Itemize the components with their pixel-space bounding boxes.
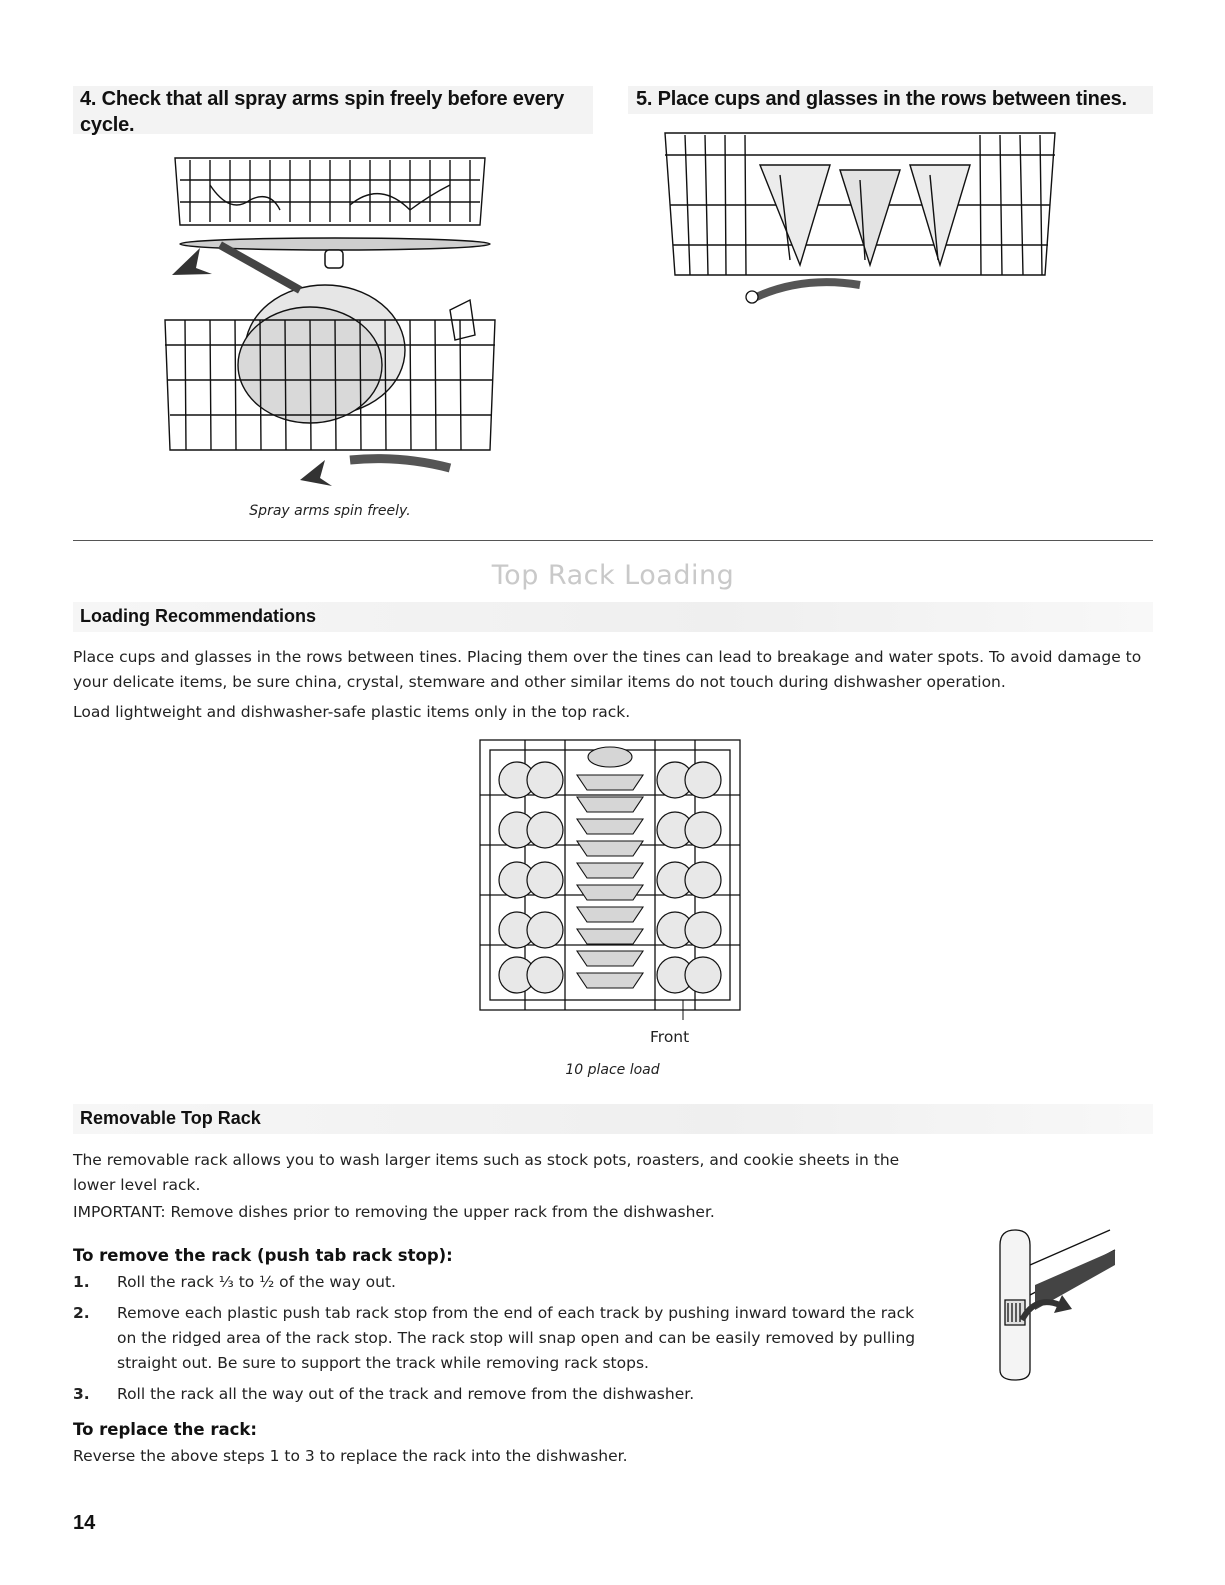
remove-step-3-text: Roll the rack all the way out of the track and remove from the dishwasher. xyxy=(117,1385,695,1403)
cups-rack-illustration xyxy=(660,125,1060,315)
rack-stop-illustration xyxy=(990,1225,1120,1385)
remove-step-1-text: Roll the rack ⅓ to ½ of the way out. xyxy=(117,1273,396,1291)
section-title: Top Rack Loading xyxy=(491,560,735,591)
figure-front-label: Front xyxy=(650,1028,690,1046)
remove-rack-heading: To remove the rack (push tab rack stop): xyxy=(73,1246,453,1265)
remove-step-2 xyxy=(73,1301,933,1376)
removable-rack-paragraph-1: The removable rack allows you to wash larger items such as stock pots, roasters, and cookie sheets in the lower level rack. xyxy=(73,1151,900,1194)
loading-recommendations-paragraph-1: Place cups and glasses in the rows between tines. Placing them over the tines can lead to breakage and water spots. To avoid damage to your delicate items, be sure china, crystal, stemware and other similar items do not touch during dishwasher operation. xyxy=(73,648,1142,691)
step4-number: 4. xyxy=(80,88,97,110)
removable-top-rack-heading: Removable Top Rack xyxy=(80,1108,261,1128)
page-number: 14 xyxy=(73,1512,96,1534)
removable-rack-paragraph-2: IMPORTANT: Remove dishes prior to removing the upper rack from the dishwasher. xyxy=(73,1203,715,1221)
remove-rack-steps xyxy=(73,1270,933,1407)
remove-step-3 xyxy=(73,1382,933,1407)
replace-rack-text: Reverse the above steps 1 to 3 to replace the rack into the dishwasher. xyxy=(73,1447,628,1465)
step4-caption: Spray arms spin freely. xyxy=(249,503,411,519)
remove-step-1 xyxy=(73,1270,933,1295)
top-rack-load-illustration xyxy=(475,735,745,1020)
loading-recommendations-heading: Loading Recommendations xyxy=(80,606,317,626)
remove-step-2-number: 2. xyxy=(73,1304,90,1322)
section-divider xyxy=(73,540,1153,541)
remove-step-2-text: Remove each plastic push tab rack stop from the end of each track by pushing inward toward the rack on the ridged area of the rack stop. The rack stop will snap open and can be easily removed by pulling straight out. Be sure to support the track while removing rack stops. xyxy=(117,1304,916,1372)
step4-title xyxy=(80,86,580,138)
step5-number: 5. xyxy=(636,88,653,110)
remove-step-1-number: 1. xyxy=(73,1273,90,1291)
step5-title xyxy=(636,86,1156,112)
spray-arms-illustration xyxy=(150,150,510,490)
step5-title-text: Place cups and glasses in the rows between tines. xyxy=(657,88,1127,110)
remove-step-3-number: 3. xyxy=(73,1385,90,1403)
figure-caption: 10 place load xyxy=(565,1062,660,1078)
loading-recommendations-paragraph-2: Load lightweight and dishwasher-safe plastic items only in the top rack. xyxy=(73,703,631,721)
step4-title-text: Check that all spray arms spin freely before every cycle. xyxy=(80,88,565,136)
replace-rack-heading: To replace the rack: xyxy=(73,1420,257,1439)
